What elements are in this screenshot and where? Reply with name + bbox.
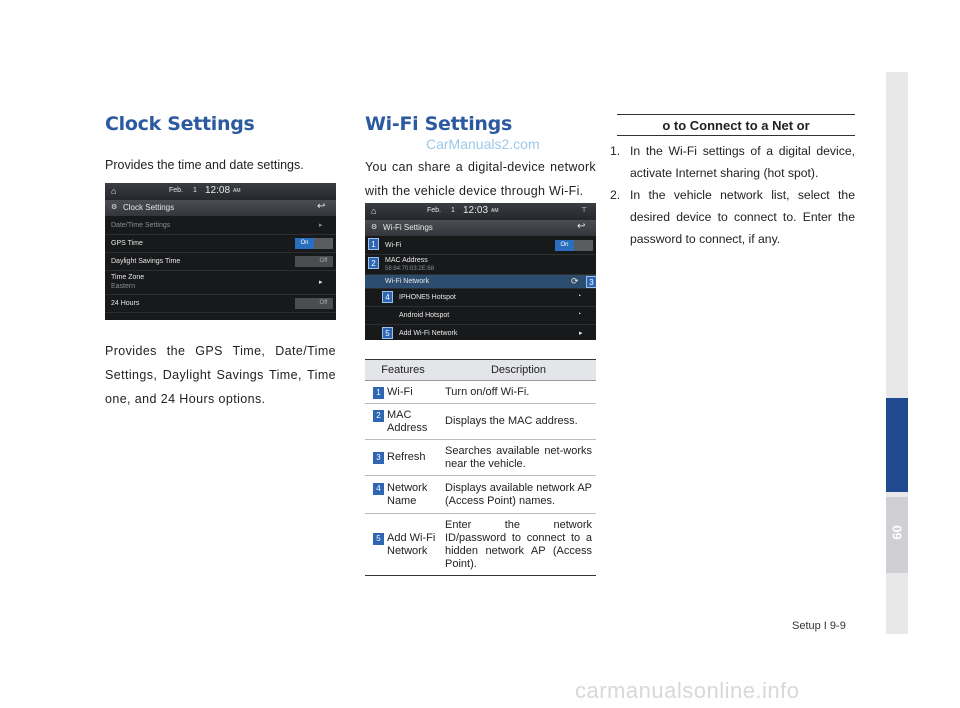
wifi-toggle: On <box>555 240 593 251</box>
clock-settings-title: Clock Settings <box>105 113 255 135</box>
screen-header-label: Clock Settings <box>123 203 175 212</box>
row-mac: MAC Address 58:84:70:03:2E:68 <box>365 255 596 275</box>
date-day: 1 <box>451 207 455 214</box>
howto-title: o to Connect to a Net or <box>617 114 855 136</box>
clock-settings-screenshot <box>105 183 336 320</box>
howto-steps <box>610 140 855 250</box>
wifi-settings-screenshot <box>365 203 596 340</box>
24h-toggle: Off <box>295 298 333 309</box>
chapter-number: 09 <box>889 525 905 540</box>
table-row: 3 Refresh Searches available net-works near the vehicle. <box>365 440 596 476</box>
home-icon: ⌂ <box>111 186 117 196</box>
features-table <box>365 359 596 576</box>
signal-icon: ⊤ <box>581 207 588 214</box>
gear-icon: ⚙ <box>371 224 378 231</box>
wifi-settings-title: Wi-Fi Settings <box>365 113 512 135</box>
watermark-top: CarManuals2.com <box>426 136 540 152</box>
row-network-header: Wi-Fi Network ⟳ <box>365 275 596 289</box>
time: 12:08 <box>205 185 231 196</box>
arrow-icon: ▸ <box>579 330 583 337</box>
row-add-network: Add Wi-Fi Network ▸ <box>365 325 596 340</box>
wifi-signal-icon: ◔ <box>577 311 582 318</box>
time: 12:03 <box>463 205 489 216</box>
header-features: Features <box>365 360 441 381</box>
row-gps-time: GPS Time On <box>105 235 336 253</box>
gps-time-toggle: On <box>295 238 333 249</box>
ampm: AM <box>233 188 241 194</box>
page-number: Setup I 9-9 <box>792 620 846 632</box>
ampm: AM <box>491 208 499 214</box>
wifi-body: You can share a digital-device network with the vehicle device through Wi-Fi. <box>365 160 596 198</box>
screen-header <box>365 220 596 236</box>
callout-2: 2 <box>368 257 379 269</box>
row-hotspot-1: IPHONE5 Hotspot ◔ <box>365 289 596 307</box>
callout-4: 4 <box>382 291 393 303</box>
refresh-icon: ⟳ <box>571 276 579 286</box>
list-item: 2. In the vehicle network list, select the desired device to connect to. Enter the password to connect, if any. <box>610 188 855 246</box>
screen-header <box>105 200 336 216</box>
screen-header-label: Wi-Fi Settings <box>383 223 433 232</box>
row-24-hours: 24 Hours Off <box>105 295 336 313</box>
callout-3: 3 <box>586 276 596 288</box>
arrow-icon: ▸ <box>319 222 323 229</box>
date-month: Feb. <box>427 207 442 214</box>
back-icon: ↩ <box>317 201 326 212</box>
clock-body: Provides the GPS Time, Date/Time Settings, Daylight Savings Time, Time one, and 24 Hours options. <box>105 344 336 406</box>
table-row: 5 Add Wi-Fi Network Enter the network ID/password to connect to a hidden network AP (Access Point). <box>365 514 596 576</box>
date-month: Feb. <box>169 187 184 194</box>
row-wifi: Wi-Fi On <box>365 237 596 255</box>
table-row: 4 Network Name Displays available network AP (Access Point) names. <box>365 476 596 514</box>
back-icon: ↩ <box>577 221 586 232</box>
status-bar <box>105 183 336 200</box>
home-icon: ⌂ <box>371 206 377 216</box>
row-date-time: Date/Time Settings ▸ <box>105 217 336 235</box>
header-description: Description <box>441 360 596 381</box>
date-day: 1 <box>193 187 197 194</box>
arrow-icon: ▸ <box>319 279 323 286</box>
wifi-signal-icon: ◔ <box>577 293 582 300</box>
gear-icon: ⚙ <box>111 204 118 211</box>
status-bar <box>365 203 596 220</box>
row-hotspot-2: Android Hotspot ◔ <box>365 307 596 325</box>
table-header-row <box>365 360 596 381</box>
dst-toggle: Off <box>295 256 333 267</box>
row-daylight-savings: Daylight Savings Time Off <box>105 253 336 271</box>
table-row: 2 MAC Address Displays the MAC address. <box>365 404 596 440</box>
callout-5: 5 <box>382 327 393 339</box>
watermark-bottom: carmanualsonline.info <box>575 678 800 703</box>
callout-1: 1 <box>368 238 379 250</box>
list-item: 1. In the Wi-Fi settings of a digital device, activate Internet sharing (hot spot). <box>610 144 855 180</box>
table-row: 1 Wi-Fi Turn on/off Wi-Fi. <box>365 381 596 404</box>
chapter-marker-active <box>886 398 908 492</box>
clock-intro: Provides the time and date settings. <box>105 158 304 172</box>
row-time-zone: Time Zone Eastern ▸ <box>105 271 336 295</box>
